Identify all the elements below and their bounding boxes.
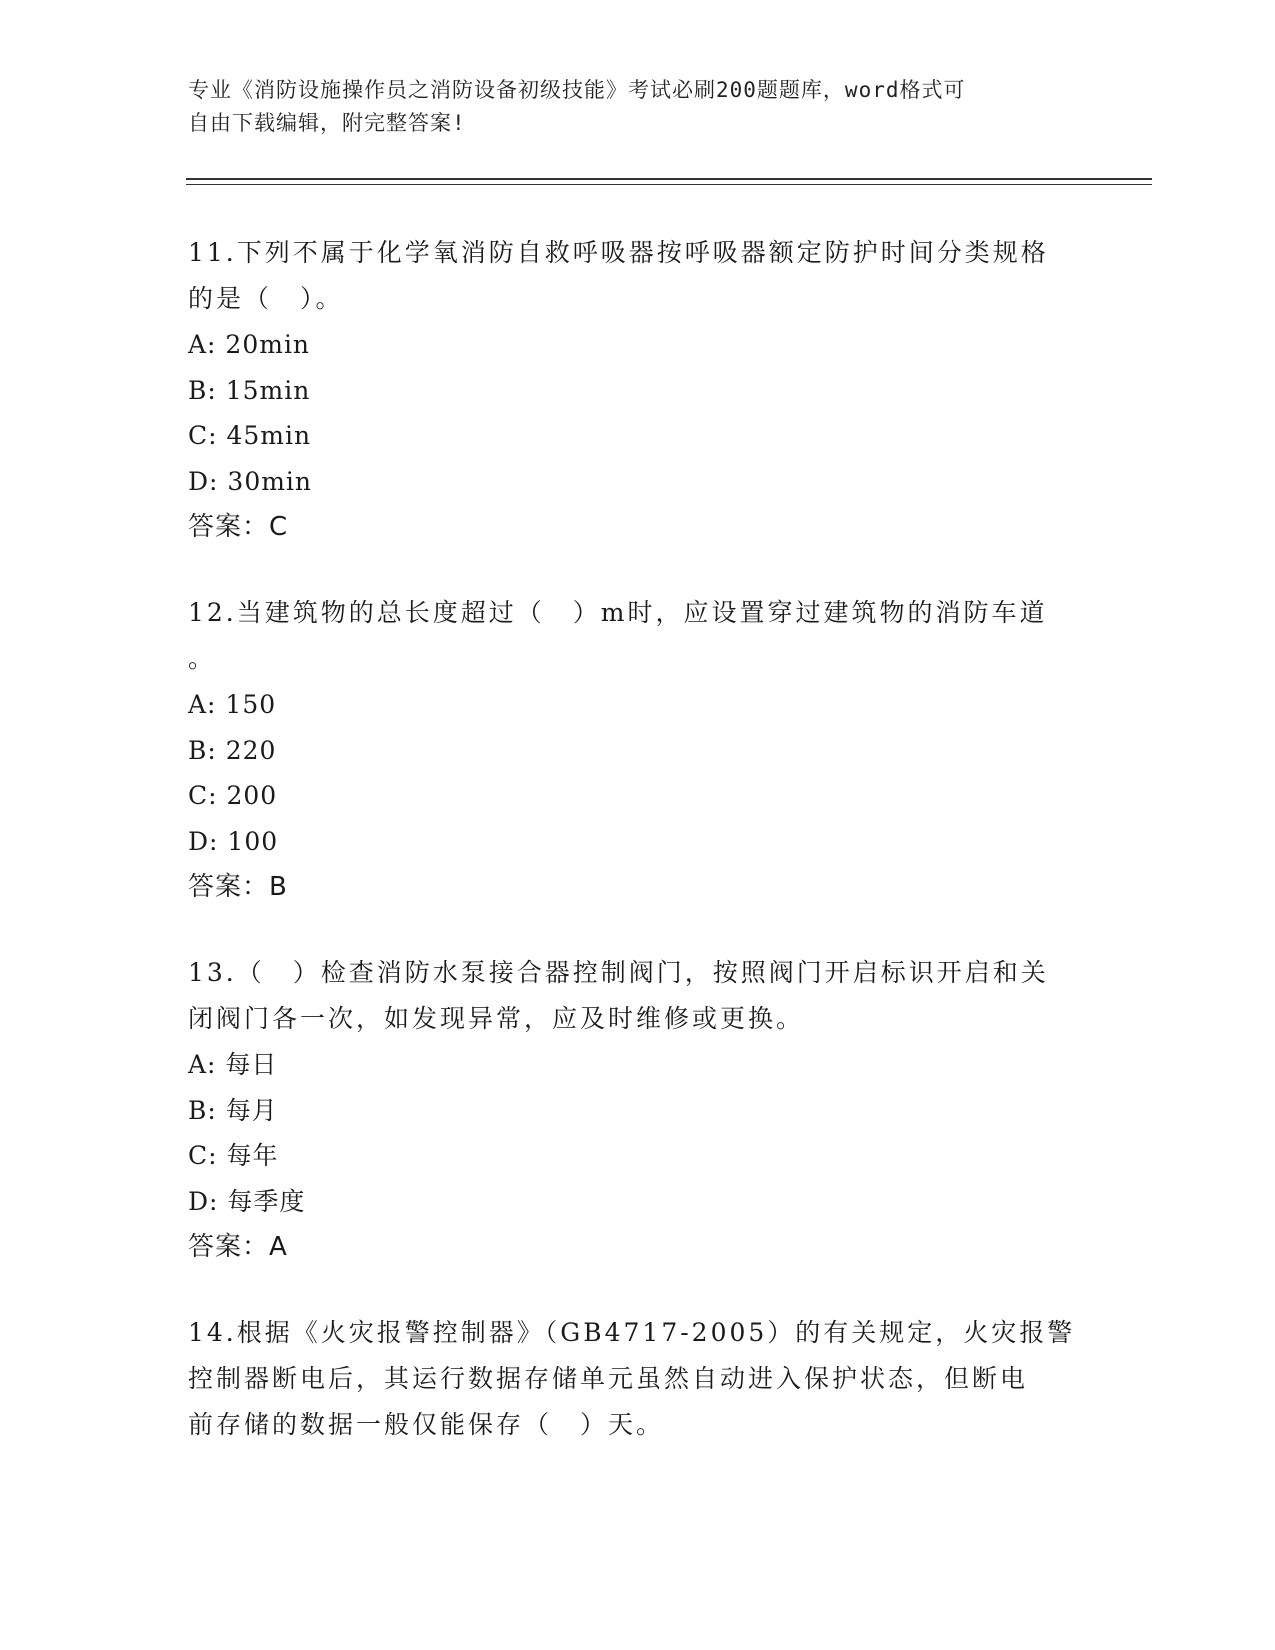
option-a: A: 150 — [188, 690, 277, 719]
option-d: D: 100 — [188, 826, 279, 856]
header-rule-thin — [186, 184, 1152, 185]
option-a: A: 每日 — [188, 1050, 278, 1079]
option-c: C: 200 — [188, 781, 278, 810]
question-stem-line: 前存储的数据一般仅能保存（ ）天。 — [188, 1410, 665, 1439]
question-stem-line: 。 — [188, 644, 217, 673]
question-stem-line: 闭阀门各一次，如发现异常，应及时维修或更换。 — [188, 1004, 805, 1033]
answer: 答案：C — [188, 512, 289, 542]
option-b: B: 220 — [188, 735, 277, 765]
question-stem-line: 控制器断电后，其运行数据存储单元虽然自动进入保护状态，但断电 — [188, 1364, 1029, 1393]
question-stem-line: 的是（ ）。 — [188, 284, 344, 313]
option-d: D: 30min — [188, 466, 313, 496]
option-c: C: 每年 — [188, 1141, 279, 1170]
question-12 — [188, 590, 1078, 910]
option-b: B: 每月 — [188, 1095, 278, 1125]
option-a: A: 20min — [188, 330, 311, 359]
answer: 答案：B — [188, 872, 288, 902]
option-c: C: 45min — [188, 421, 312, 450]
header-line-2: 自由下载编辑，附完整答案! — [188, 111, 466, 135]
document-header — [188, 74, 1068, 140]
option-d: D: 每季度 — [188, 1186, 306, 1216]
question-13 — [188, 950, 1078, 1270]
header-rule-thick — [186, 178, 1152, 180]
question-stem-line: 12.当建筑物的总长度超过（ ）m时，应设置穿过建筑物的消防车道 — [188, 598, 1048, 627]
header-line-1: 专业《消防设施操作员之消防设备初级技能》考试必刷200题题库，word格式可 — [188, 78, 966, 102]
question-stem-line: 13.（ ）检查消防水泵接合器控制阀门，按照阀门开启标识开启和关 — [188, 958, 1049, 987]
question-stem-line: 11.下列不属于化学氧消防自救呼吸器按呼吸器额定防护时间分类规格 — [188, 238, 1049, 267]
question-stem-line: 14.根据《火灾报警控制器》（GB4717-2005）的有关规定，火灾报警 — [188, 1318, 1076, 1347]
option-b: B: 15min — [188, 375, 311, 405]
question-11 — [188, 230, 1078, 550]
answer: 答案：A — [188, 1232, 288, 1262]
question-14 — [188, 1310, 1078, 1448]
